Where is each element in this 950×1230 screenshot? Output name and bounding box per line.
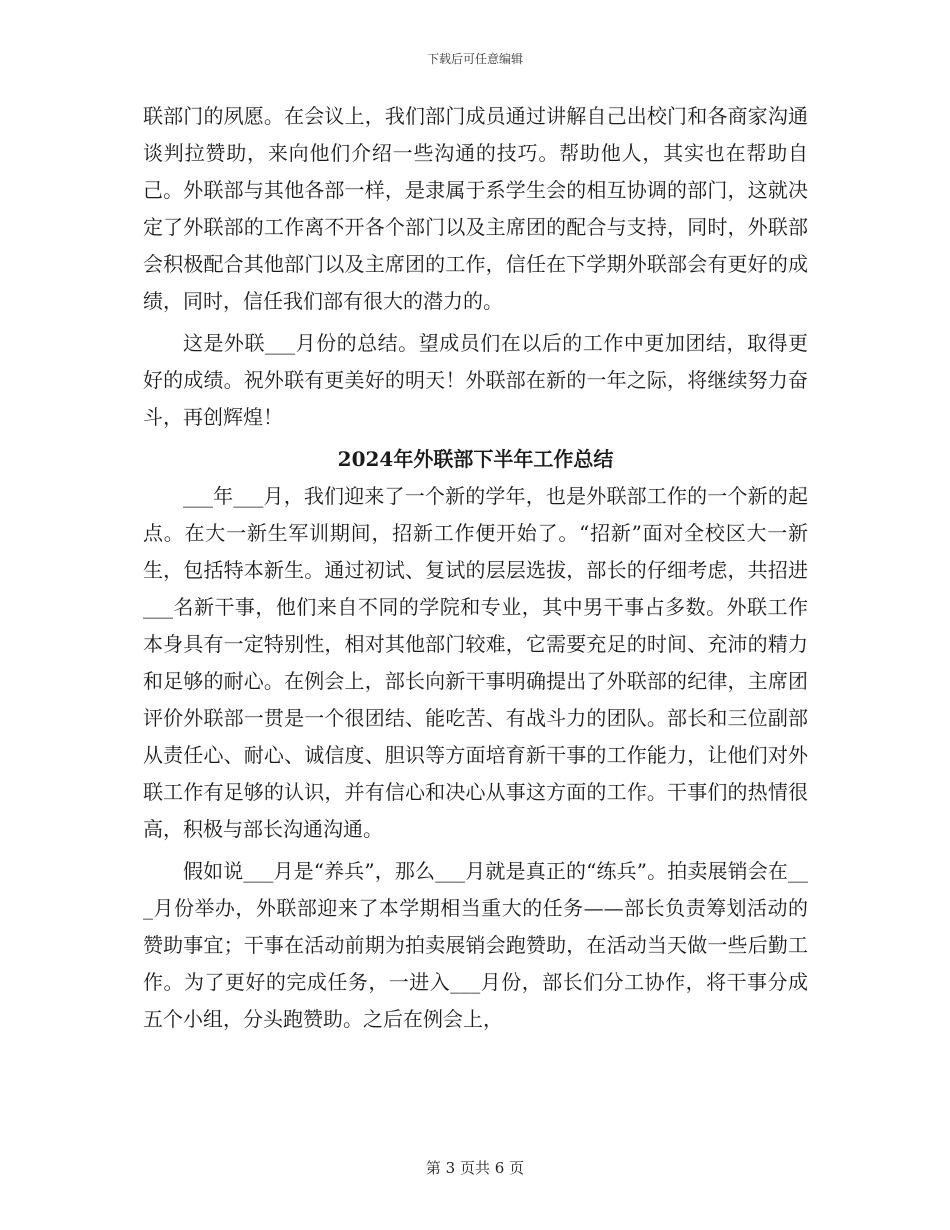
document-body	[143, 98, 808, 1043]
page-number-footer: 第 3 页共 6 页	[425, 1159, 525, 1177]
section-title: 2024年外联部下半年工作总结	[337, 447, 614, 471]
paragraph-3: ___年___月，我们迎来了一个新的学年，也是外联部工作的一个新的起点。在大一新生军训期间，招新工作便开始了。“招新”面对全校区大一新生，包括特本新生。通过初试、复试的层层选拔，部长的仔细考虑，共招进___名新干事，他们来自不同的学院和专业，其中男干事占多数。外联工作本身具有一定特别性，相对其他部门较难，它需要充足的时间、充沛的精力和足够的耐心。在例会上，部长向新干事明确提出了外联部的纪律，主席团评价外联部一贯是一个很团结、能吃苦、有战斗力的团队。部长和三位副部从责任心、耐心、诚信度、胆识等方面培育新干事的工作能力，让他们对外联工作有足够的认识，并有信心和决心从事这方面的工作。干事们的热情很高，积极与部长沟通沟通。	[143, 484, 808, 841]
paragraph-2: 这是外联___月份的总结。望成员们在以后的工作中更加团结，取得更好的成绩。祝外联有更美好的明天！外联部在新的一年之际，将继续努力奋斗，再创辉煌！	[143, 331, 808, 429]
paragraph-1: 联部门的夙愿。在会议上，我们部门成员通过讲解自己出校门和各商家沟通谈判拉赞助，来向他们介绍一些沟通的技巧。帮助他人，其实也在帮助自己。外联部与其他各部一样，是隶属于系学生会的相互协调的部门，这就决定了外联部的工作离不开各个部门以及主席团的配合与支持，同时，外联部会积极配合其他部门以及主席团的工作，信任在下学期外联部会有更好的成绩，同时，信任我们部有很大的潜力的。	[143, 104, 808, 313]
paragraph-4: 假如说___月是“养兵”，那么___月就是真正的“练兵”。拍卖展销会在___月份举办，外联部迎来了本学期相当重大的任务——部长负责筹划活动的赞助事宜；干事在活动前期为拍卖展销会跑赞助，在活动当天做一些后勤工作。为了更好的完成任务，一进入___月份，部长们分工协作，将干事分成五个小组，分头跑赞助。之后在例会上，	[143, 859, 808, 1031]
page-header-note: 下载后可任意编辑	[426, 52, 523, 66]
